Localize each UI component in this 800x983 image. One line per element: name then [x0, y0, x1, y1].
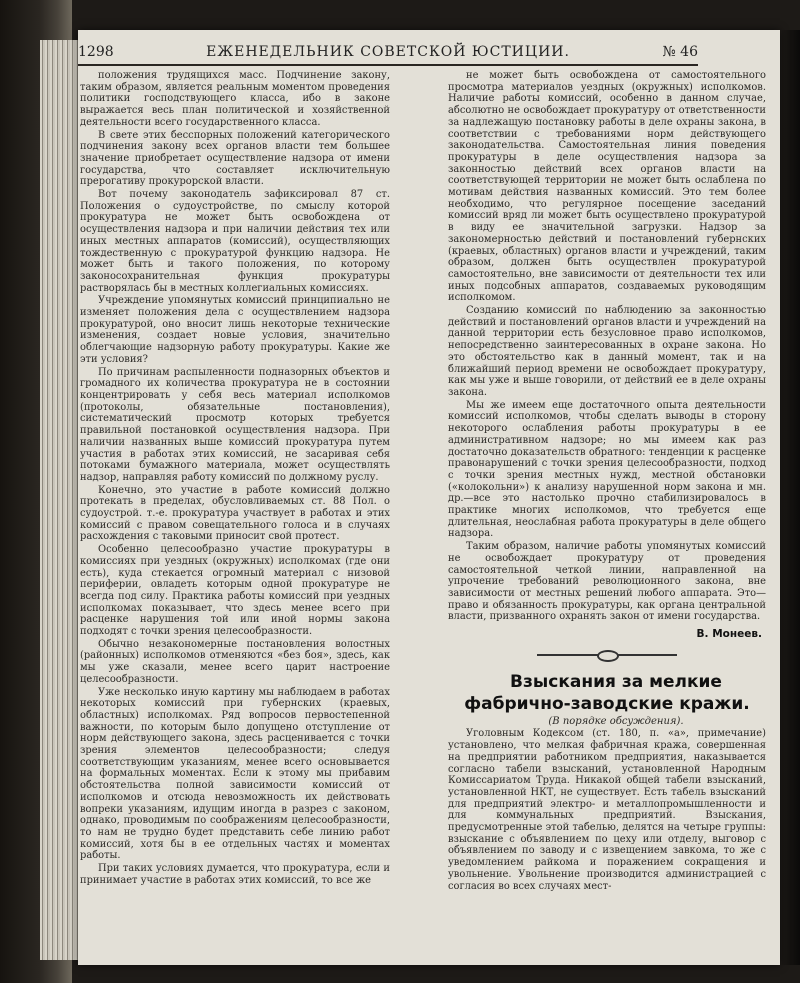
paragraph: Учреждение упомянутых комиссий принципиально не изменяет положения дела с осуществлением надзора прокуратурой, оно вносит лишь некоторые технические изменения, создает новые условия, значительно облегчающие надзорную работу прокуратуры. Какие же эти условия?: [80, 295, 390, 365]
paragraph: При таких условиях думается, что прокуратура, если и принимает участие в работах этих комиссий, то все же: [80, 863, 390, 886]
paragraph: Созданию комиссий по наблюдению за законностью действий и постановлений органов власти и учреждений на данной территории есть безусловное право исполкомов, непосредственно заинтересованных в охране закона. Но это обстоятельство как в данный момент, так и на ближайший период времени не освобождает прокуратуру, как мы уже и выше говорили, от действий ее в деле охраны закона.: [448, 305, 766, 398]
left-column: [80, 70, 390, 888]
article-heading: Взыскания за мелкие фабрично-заводские кражи.: [464, 671, 750, 714]
scan-right-edge: [782, 30, 800, 965]
page-number: 1298: [78, 44, 114, 60]
paragraph: Конечно, это участие в работе комиссий должно протекать в пределах, обусловливаемых ст. 88 Пол. о судоустрой. т.-е. прокуратура участвует в работах и этих комиссий с правом совещательного голоса и в случаях расхождения с таковыми приносит свой протест.: [80, 484, 390, 543]
paragraph: Вот почему законодатель зафиксировал 87 ст. Положения о судоустройстве, по смыслу которой прокуратура не может быть освобождена от осуществления надзора и при наличии действия тех или иных местных аппаратов (комиссий), осуществляющих тождественную с прокуратурой функцию надзора. Не может быть и такого положения, по которому законосохранительная функция прокуратуры растворялась бы в местных коллегиальных комиссиях.: [80, 189, 390, 294]
issue-number: № 46: [662, 44, 698, 60]
paragraph: Таким образом, наличие работы упомянутых комиссий не освобождает прокуратуру от проведения самостоятельной четкой линии, направленной на упрочение требований революционного закона, вне зависимости от местных решений любого аппарата. Это—право и обязанность прокуратуры, как органа центральной власти, призванного охранять закон от имени государства.: [448, 541, 766, 623]
right-column: [448, 70, 766, 893]
article-subheading: (В порядке обсуждения).: [548, 715, 684, 727]
paragraph: положения трудящихся масс. Подчинение закону, таким образом, является реальным моментом проведения политики господствующего класса, ибо в законе выражается весь план политической и хозяйственной деятельности всего государственного класса.: [80, 70, 390, 128]
journal-title: ЕЖЕНЕДЕЛЬНИК СОВЕТСКОЙ ЮСТИЦИИ.: [206, 44, 570, 60]
author-signature: В. Монеев.: [696, 628, 762, 641]
paragraph: Особенно целесообразно участие прокуратуры в комиссиях при уездных (окружных) исполкомах (где они есть), куда стекается огромный материал с низовой периферии, овладеть которым одной прокуратуре не всегда под силу. Практика работы комиссий при уездных исполкомах показывает, что здесь менее всего при расценке нарушения той или иной нормы закона подходят с точки зрения целесообразности.: [80, 544, 390, 638]
journal-page: [78, 30, 780, 965]
right-column-text: [448, 70, 766, 623]
paragraph: По причинам распыленности подназорных объектов и громадного их количества прокуратура не в состоянии концентрировать у себя весь материал исполкомов (протоколы, обязательные постановления), систематический просмотр которых требуется правильной постановкой осуществления надзора. При наличии названных выше комиссий прокуратура путем участия в работах этих комиссий, не засаривая себя потоками бумажного материала, может осуществлять надзор, направляя работу комиссий по должному руслу.: [80, 366, 390, 483]
paragraph: Обычно незакономерные постановления волостных (районных) исполкомов отменяются «без боя», здесь, как мы уже сказали, менее всего царит настроение целесообразности.: [80, 638, 390, 685]
running-header: [78, 32, 698, 66]
article-body: Уголовным Кодексом (ст. 180, п. «а», примечание) установлено, что мелкая фабричная кража, совершенная на предприятии работником предприятия, наказывается согласно табели взысканий, установленной Народным Комиссариатом Труда. Никакой общей табели взысканий, установленной НКТ, не существует. Есть табель взысканий для предприятий электро- и металлопромышленности и для коммунальных предприятий. Взыскания, предусмотренные этой табелью, делятся на четыре группы: взыскание с объявлением по цеху или отделу, выговор с объявлением по заводу и с извещением завкома, то же с уведомлением райкома и поражением сокращения и увольнение. Увольнение производится администрацией с согласия во всех случаях мест-: [448, 728, 766, 892]
paragraph: не может быть освобождена от самостоятельного просмотра материалов уездных (окружных) исполкомов. Наличие работы комиссий, особенно в данном случае, абсолютно не освобождает прокуратуру от ответственности за надлежащую постановку работы в деле охраны закона, в соответствии с требованиями норм действующего законодательства. Самостоятельная линия поведения прокуратуры в деле осуществления надзора за законностью действий всех органов власти на соответствующей территории не может быть ослаблена по мотивам действия названных комиссий. Это тем более необходимо, что регулярное посещение заседаний комиссий вряд ли может быть осуществлено прокуратурой в виду ее значительной загрузки. Надзор за закономерностью действий и постановлений губернских (краевых, областных) органов власти и учреждений, таким образом, должен быть осуществлен прокуратурой самостоятельно, вне зависимости от деятельности тех или иных подсобных аппаратов, создаваемых руководящим исполкомом.: [448, 70, 766, 304]
paragraph: Мы же имеем еще достаточного опыта деятельности комиссий исполкомов, чтобы сделать выводы в сторону некоторого ослабления работы прокуратуры в ее административном надзоре; но мы имеем как раз достаточно доказательств обратного: тенденции к расценке правонарушений с точки зрения целесообразности, подход с точки зрения местных нужд, местной обстановки («колокольни») к анализу нарушенной норм закона и мн. др.—все это настолько прочно стабилизировалось в практике многих исполкомов, что требуется еще длительная, неослабная работа прокуратуры в деле общего надзора.: [448, 399, 766, 540]
paragraph: Уже несколько иную картину мы наблюдаем в работах некоторых комиссий при губернских (краевых, областных) исполкомах. Ряд вопросов первостепенной важности, по которым было допущено отступление от норм действующего закона, здесь расценивается с точки зрения элементов целесообразности; следуя соответствующим указаниям, менее всего основывается на формальных моментах. Если к этому мы прибавим обстоятельства полной зависимости комиссий от исполкомов и отсюда невозможность их действовать вопреки указаниям, идущим иногда в разрез с законом, однако, проводимым по соображениям целесообразности, то нам не трудно будет представить себе линию работ комиссий, хотя бы в ее отдельных частях и моментах работы.: [80, 686, 390, 862]
paragraph: В свете этих бесспорных положений категорического подчинения закону всех органов власти тем большее значение приобретает осуществление надзора от имени государства, что составляет исключительную прерогативу прокурорской власти.: [80, 129, 390, 188]
section-divider-ornament: [537, 649, 677, 661]
